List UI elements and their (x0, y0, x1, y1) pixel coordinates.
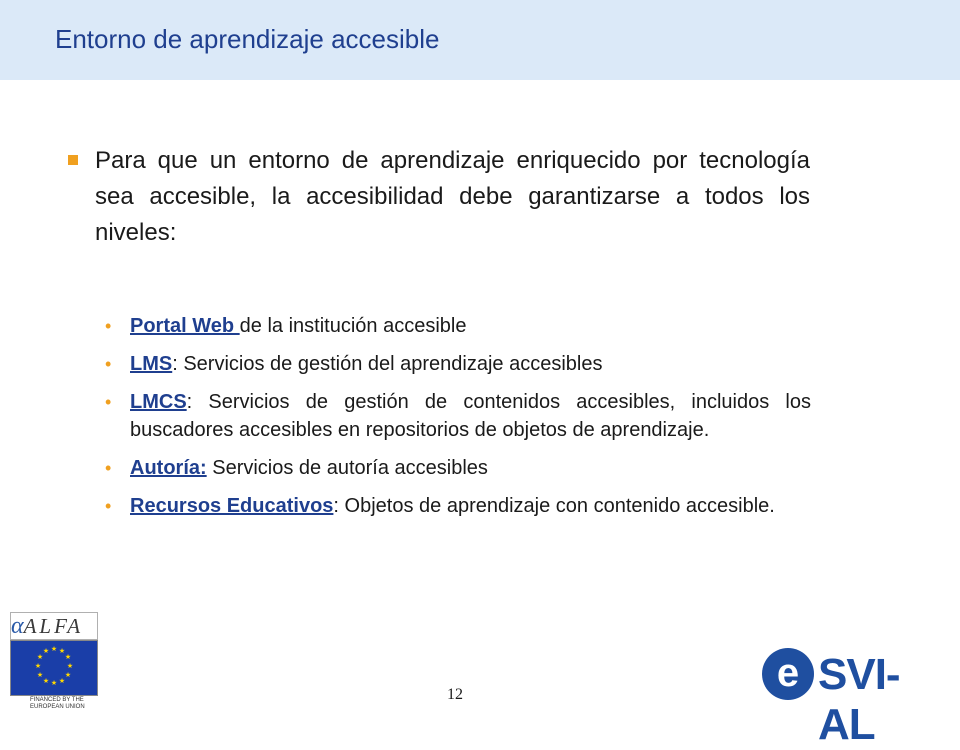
list-item (105, 492, 811, 520)
svg-text:★: ★ (42, 677, 50, 685)
esvi-al-logo (762, 644, 952, 749)
eu-flag-icon (10, 640, 98, 696)
item-term: Autoría: (130, 457, 207, 479)
esvi-logo-text: SVI-AL (818, 650, 900, 749)
svg-text:★: ★ (50, 645, 58, 653)
item-term: Portal Web (130, 315, 240, 337)
e-letter-icon: e (776, 651, 800, 695)
bullet-dot-icon: • (105, 354, 112, 374)
svg-text:★: ★ (34, 662, 42, 670)
bullet-dot-icon: • (105, 316, 112, 336)
svg-text:★: ★ (66, 662, 74, 670)
bullet-dot-icon: • (105, 458, 112, 478)
square-bullet-icon (68, 155, 78, 165)
svg-text:★: ★ (42, 647, 50, 655)
bullet-dot-icon: • (105, 496, 112, 516)
alfa-logo (10, 612, 98, 640)
level-list (105, 312, 811, 530)
svg-text:★: ★ (58, 677, 66, 685)
list-item (105, 312, 811, 340)
svg-text:★: ★ (36, 671, 44, 679)
svg-text:★: ★ (64, 653, 72, 661)
page-number: 12 (447, 686, 463, 703)
svg-text:★: ★ (50, 679, 58, 687)
item-text: : Servicios de gestión de contenidos accesibles, incluidos los buscadores accesibles en repositorios de objetos de aprendizaje. (130, 391, 811, 441)
item-term: LMCS (130, 391, 187, 413)
svg-text:★: ★ (36, 653, 44, 661)
list-item (105, 454, 811, 482)
intro-paragraph (68, 143, 810, 251)
alfa-logo-text: ALFA (23, 614, 84, 638)
e-circle-icon (762, 648, 814, 700)
item-text: : Objetos de aprendizaje con contenido accesible. (333, 495, 775, 517)
item-text: de la institución accesible (239, 315, 467, 337)
svg-text:★: ★ (58, 647, 66, 655)
list-item (105, 388, 811, 444)
eu-caption: FINANCED BY THE EUROPEAN UNION (30, 697, 85, 710)
item-text: : Servicios de gestión del aprendizaje accesibles (172, 353, 603, 375)
intro-text: Para que un entorno de aprendizaje enriquecido por tecnología sea accesible, la accesibilidad debe garantizarse a todos los niveles: (95, 147, 810, 246)
item-text: Servicios de autoría accesibles (206, 457, 488, 479)
svg-text:★: ★ (64, 671, 72, 679)
slide-header (0, 0, 960, 80)
list-item (105, 350, 811, 378)
slide-title: Entorno de aprendizaje accesible (55, 24, 440, 54)
eu-stars-icon (11, 641, 97, 695)
bullet-dot-icon: • (105, 392, 112, 412)
item-term: Recursos Educativos (130, 495, 334, 517)
item-term: LMS (130, 353, 173, 375)
alpha-icon: α (11, 613, 24, 639)
